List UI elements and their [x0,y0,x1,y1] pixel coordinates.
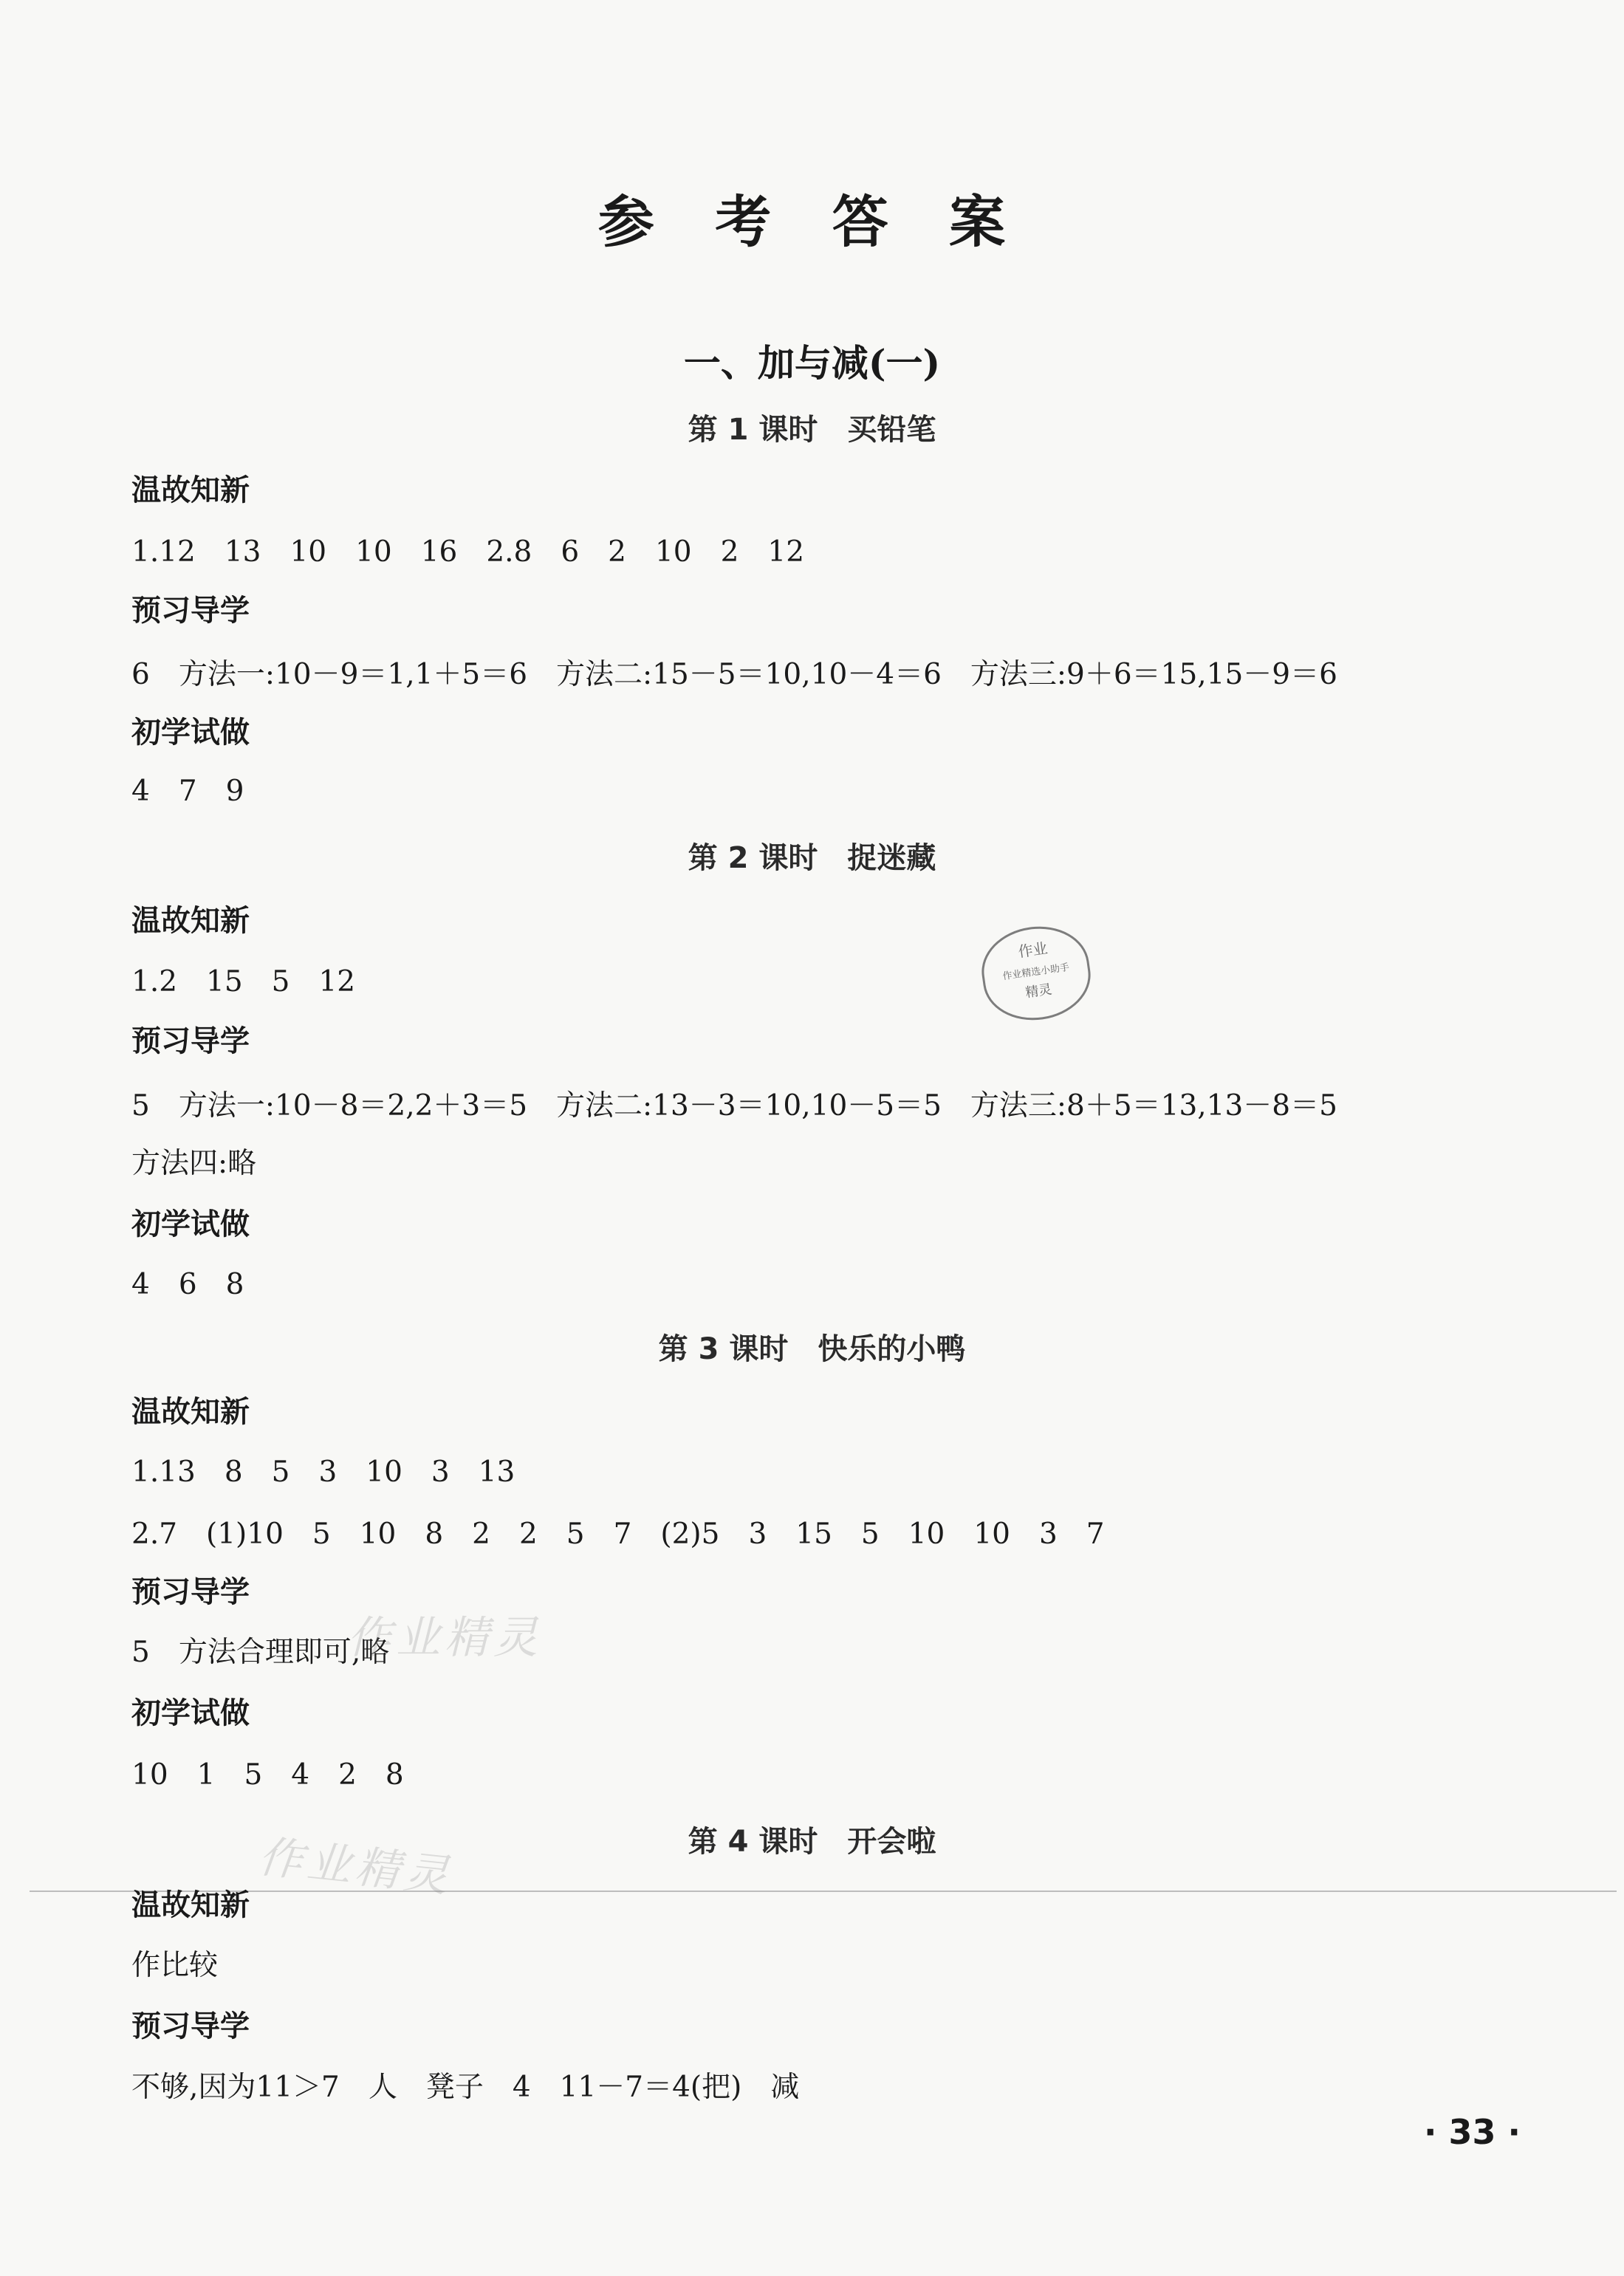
answer-line: 1.12 13 10 10 16 2.8 6 2 10 2 12 [131,535,805,569]
lesson-label: 第 4 课时 [688,1825,818,1859]
section-heading: 温故知新 [131,473,250,507]
section-heading: 预习导学 [131,1575,250,1609]
answer-line: 6 方法一:10－9＝1,1＋5＝6 方法二:15－5＝10,10－4＝6 方法三:9＋6＝15,15－9＝6 [131,658,1337,691]
stamp-top-text: 作业 [1017,939,1049,961]
lesson-label: 第 1 课时 [688,413,818,447]
answer-line: 5 方法一:10－8＝2,2＋3＝5 方法二:13－3＝10,10－5＝5 方法三:8＋5＝13,13－8＝5 [131,1089,1337,1122]
section-heading: 温故知新 [131,1888,250,1922]
lesson-label: 第 2 课时 [688,841,818,875]
answer-line: 方法四:略 [131,1147,257,1180]
lesson-4-heading [0,1818,1624,1860]
answer-line: 1.2 15 5 12 [131,965,356,998]
lesson-1-heading [0,406,1624,448]
section-heading: 温故知新 [131,1395,250,1429]
page-number: · 33 · [1424,2112,1521,2152]
page-title: 参 考 答 案 [597,189,1027,255]
lesson-name: 快乐的小鸭 [818,1332,966,1366]
answer-line: 作比较 [131,1949,219,1982]
section-heading: 预习导学 [131,2009,250,2043]
stamp-bottom-text: 精灵 [1024,981,1053,1001]
answer-line: 2.7 (1)10 5 10 8 2 2 5 7 (2)5 3 15 5 10 10 3 7 [131,1518,1105,1551]
answer-line: 4 7 9 [131,775,244,808]
lesson-label: 第 3 课时 [658,1332,789,1366]
section-heading: 温故知新 [131,904,250,938]
unit-title: 一、加与减(一) [683,341,941,385]
answer-line: 5 方法合理即可,略 [131,1636,390,1669]
watermark-text: 作业精灵 [347,1612,542,1664]
answer-line: 1.13 8 5 3 10 3 13 [131,1456,515,1489]
lesson-name: 开会啦 [847,1825,936,1859]
section-heading: 预习导学 [131,1024,250,1058]
lesson-2-heading [0,834,1624,877]
answer-line: 不够,因为11＞7 人 凳子 4 11－7＝4(把) 减 [131,2071,800,2104]
lesson-name: 捉迷藏 [847,841,936,875]
answer-line: 4 6 8 [131,1268,244,1301]
stamp-middle-text: 作业精选小助手 [1001,962,1070,983]
watermark-stamp [976,919,1096,1026]
lesson-3-heading [0,1326,1624,1368]
section-heading: 初学试做 [131,716,250,750]
watermark-text: 作业精灵 [256,1831,456,1903]
section-heading: 预习导学 [131,594,250,628]
scan-fold-line [30,1891,1617,1892]
section-heading: 初学试做 [131,1696,250,1730]
section-heading: 初学试做 [131,1207,250,1241]
answer-line: 10 1 5 4 2 8 [131,1758,404,1792]
lesson-name: 买铅笔 [847,413,936,447]
